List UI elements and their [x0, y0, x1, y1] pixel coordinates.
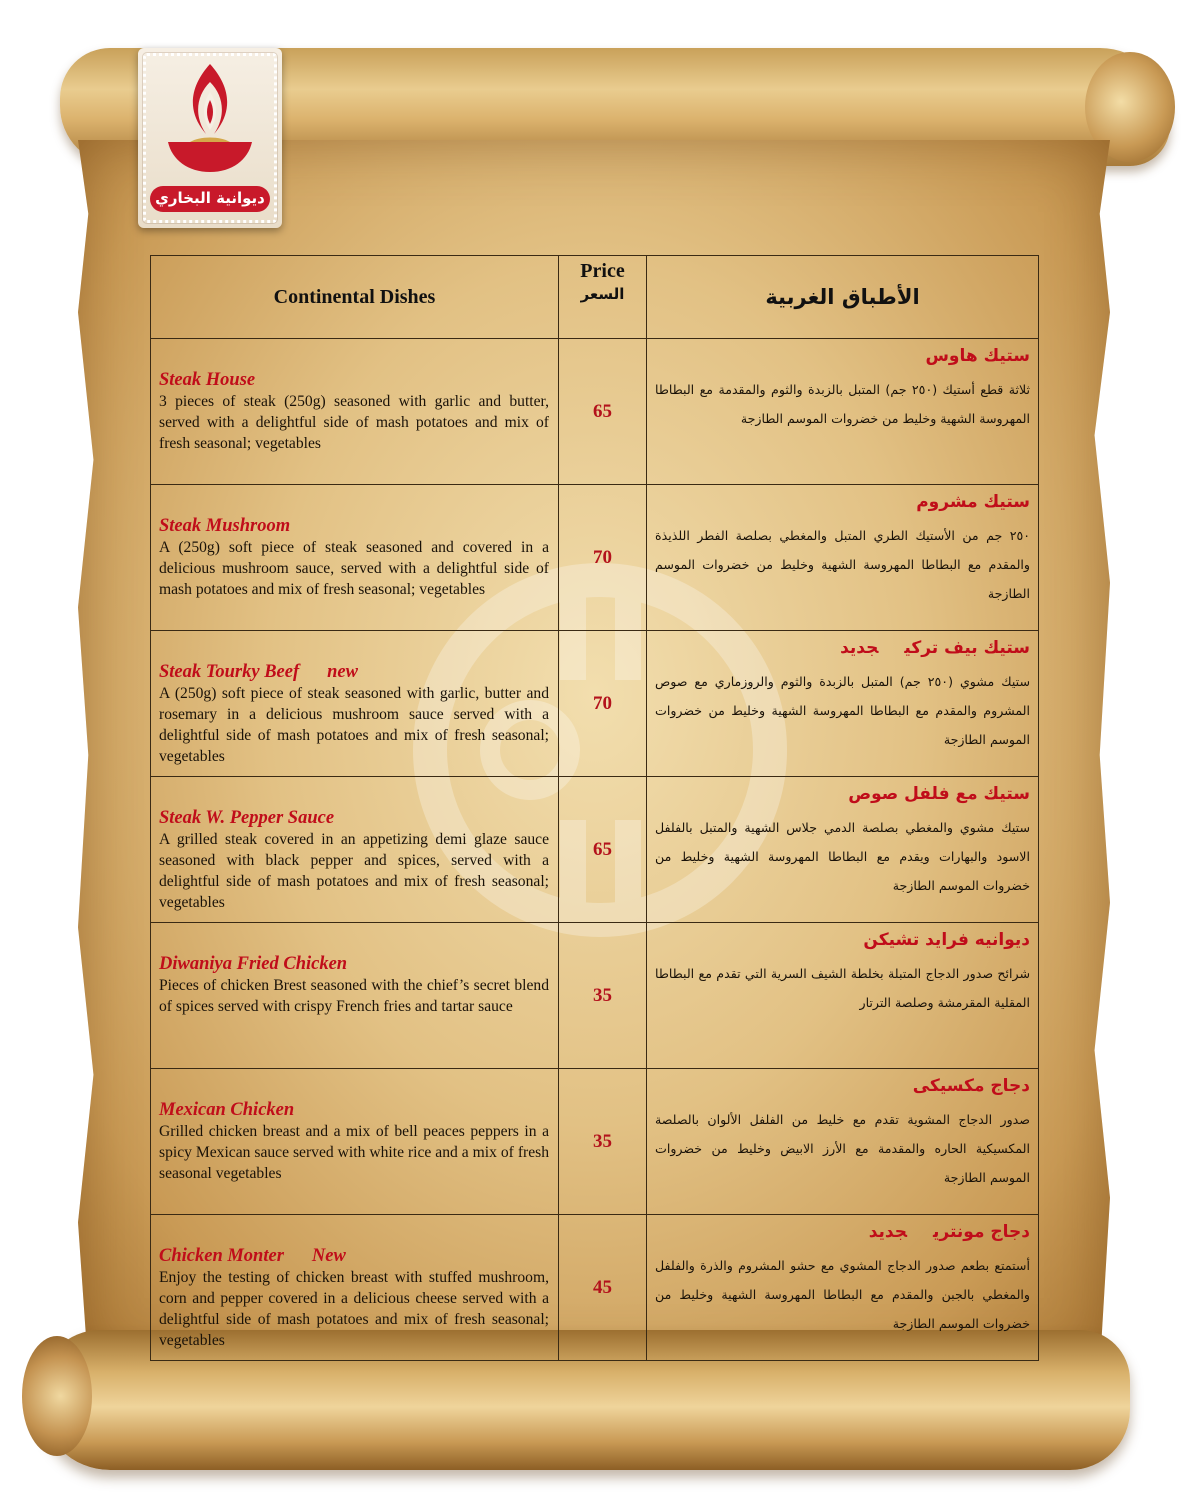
menu-items — [151, 339, 1039, 1361]
logo-text: ديوانية البخاري — [150, 186, 270, 212]
dish-arabic-cell — [647, 1069, 1039, 1215]
table-row — [151, 631, 1039, 777]
dish-english-cell — [151, 923, 559, 1069]
dish-name-ar — [655, 781, 1030, 807]
table-row — [151, 777, 1039, 923]
header-english: Continental Dishes — [151, 256, 559, 339]
dish-arabic-cell — [647, 485, 1039, 631]
dish-name-ar — [655, 489, 1030, 515]
dish-description-ar: أستمتع بطعم صدور الدجاج المشوي مع حشو المشروم والذرة والفلفل والمغطي بالجبن والمقدم مع البطاطا المهروسة الشهية وخليط من خضروات الموسم الطازجة — [655, 1258, 1030, 1331]
dish-price: 70 — [559, 485, 647, 631]
dish-description-en: A grilled steak covered in an appetizing demi glaze sauce seasoned with black pepper and spices, served with a delightful side of mash potatoes and mix of fresh seasonal; vegetables — [159, 831, 549, 911]
header-price — [559, 256, 647, 339]
dish-name-ar — [655, 1073, 1030, 1099]
dish-name-ar — [655, 927, 1030, 953]
dish-arabic-cell — [647, 923, 1039, 1069]
dish-name-ar-text: ستيك بيف تركي — [904, 638, 1030, 658]
dish-name-en-text: Steak Mushroom — [159, 516, 291, 536]
dish-description-ar: ستيك مشوي والمغطي بصلصة الدمي جلاس الشهية والمتبل بالفلفل الاسود والبهارات ويقدم مع البطاطا المهروسة الشهية وخليط من خضروات الموسم الطازجة — [655, 820, 1030, 893]
dish-description-en: Enjoy the testing of chicken breast with stuffed mushroom, corn and pepper covered in a delicious cheese served with a delightful side of mash potatoes and mix of fresh seasonal; vegetables — [159, 1269, 549, 1349]
dish-description-en: A (250g) soft piece of steak seasoned with garlic, butter and rosemary in a delicious mushroom sauce served with a delightful side of mash potatoes and mix of fresh seasonal; vegetables — [159, 685, 549, 765]
dish-english-cell — [151, 1215, 559, 1361]
dish-description-ar: ثلاثة قطع أستيك (٢٥٠ جم) المتبل بالزبدة والثوم والمقدمة مع البطاطا المهروسة الشهية وخليط من خضروات الموسم الطازجة — [655, 382, 1030, 426]
dish-name-ar — [655, 343, 1030, 369]
dish-arabic-cell — [647, 631, 1039, 777]
restaurant-logo — [138, 48, 282, 228]
dish-name-ar-text: ديوانيه فرايد تشيكن — [863, 930, 1030, 950]
dish-name-en — [159, 515, 549, 537]
header-arabic: الأطباق الغربية — [647, 256, 1039, 339]
dish-price: 35 — [559, 923, 647, 1069]
dish-description-ar: صدور الدجاج المشوية تقدم مع خليط من الفلفل الألوان بالصلصة المكسيكية الحاره والمقدمة مع الأرز الابيض وخليط من خضروات الموسم الطازجة — [655, 1112, 1030, 1185]
dish-description-en: Grilled chicken breast and a mix of bell peaces peppers in a spicy Mexican sauce served with white rice and a mix of fresh seasonal vegetables — [159, 1123, 549, 1182]
dish-name-en-text: Chicken Monter — [159, 1246, 284, 1266]
dish-name-ar-text: ستيك مع فلفل صوص — [848, 784, 1030, 804]
table-row — [151, 485, 1039, 631]
table-row — [151, 1215, 1039, 1361]
dish-name-en — [159, 1245, 549, 1267]
dish-name-en-text: Diwaniya Fried Chicken — [159, 954, 348, 974]
dish-description-en: A (250g) soft piece of steak seasoned and covered in a delicious mushroom sauce, served with a delightful side of mash potatoes and mix of fresh seasonal; vegetables — [159, 539, 549, 598]
dish-description-ar: ستيك مشوي (٢٥٠ جم) المتبل بالزبدة والثوم والروزماري مع صوص المشروم والمقدم مع البطاطا المهروسة الشهية وخليط من خضروات الموسم الطازجة — [655, 674, 1031, 747]
dish-name-en — [159, 661, 549, 683]
dish-name-en — [159, 807, 549, 829]
dish-arabic-cell — [647, 777, 1039, 923]
dish-name-ar-text: دجاج مكسيكى — [912, 1076, 1030, 1096]
dish-name-en-text: Mexican Chicken — [159, 1100, 295, 1120]
dish-name-ar — [655, 635, 1030, 661]
dish-description-en: 3 pieces of steak (250g) seasoned with garlic and butter, served with a delightful side of mash potatoes and mix of fresh seasonal; vegetables — [159, 393, 549, 452]
new-badge-ar: جديد — [868, 1222, 907, 1242]
table-row — [151, 923, 1039, 1069]
dish-name-ar-text: دجاج مونتري — [933, 1222, 1030, 1242]
dish-name-ar — [655, 1219, 1030, 1245]
dish-name-en-text: Steak W. Pepper Sauce — [159, 808, 335, 828]
dish-name-en-text: Steak House — [159, 370, 256, 390]
table-row — [151, 339, 1039, 485]
dish-english-cell — [151, 1069, 559, 1215]
dish-description-ar: شرائح صدور الدجاج المتبلة بخلطة الشيف السرية التي تقدم مع البطاطا المقلية المقرمشة وصلصة الترتار — [655, 966, 1030, 1010]
logo-bowl-icon — [160, 56, 260, 181]
dish-price: 65 — [559, 777, 647, 923]
menu-table — [150, 255, 1039, 1361]
dish-name-en — [159, 369, 549, 391]
dish-name-ar-text: ستيك هاوس — [925, 346, 1030, 366]
dish-description-ar: ٢٥٠ جم من الأستيك الطري المتبل والمغطي بصلصة الفطر اللذيذة والمقدم مع البطاطا المهروسة الشهية وخليط من خضروات الموسم الطازجة — [655, 528, 1030, 601]
dish-name-en — [159, 1099, 549, 1121]
table-header-row — [151, 256, 1039, 339]
dish-name-en — [159, 953, 549, 975]
dish-english-cell — [151, 631, 559, 777]
header-price-en: Price — [580, 260, 625, 282]
dish-arabic-cell — [647, 339, 1039, 485]
scroll-bottom-curl — [22, 1336, 92, 1456]
dish-price: 45 — [559, 1215, 647, 1361]
new-badge-ar: جديد — [840, 638, 879, 658]
dish-price: 65 — [559, 339, 647, 485]
dish-name-en-text: Steak Tourky Beef — [159, 662, 300, 682]
new-badge-en: New — [311, 1246, 346, 1266]
table-row — [151, 1069, 1039, 1215]
new-badge-en: new — [327, 662, 358, 682]
dish-english-cell — [151, 777, 559, 923]
dish-price: 70 — [559, 631, 647, 777]
dish-arabic-cell — [647, 1215, 1039, 1361]
dish-english-cell — [151, 339, 559, 485]
dish-description-en: Pieces of chicken Brest seasoned with the chief’s secret blend of spices served with crispy French fries and tartar sauce — [159, 977, 549, 1015]
dish-english-cell — [151, 485, 559, 631]
dish-name-ar-text: ستيك مشروم — [916, 492, 1030, 512]
header-price-ar: السعر — [580, 285, 625, 303]
dish-price: 35 — [559, 1069, 647, 1215]
